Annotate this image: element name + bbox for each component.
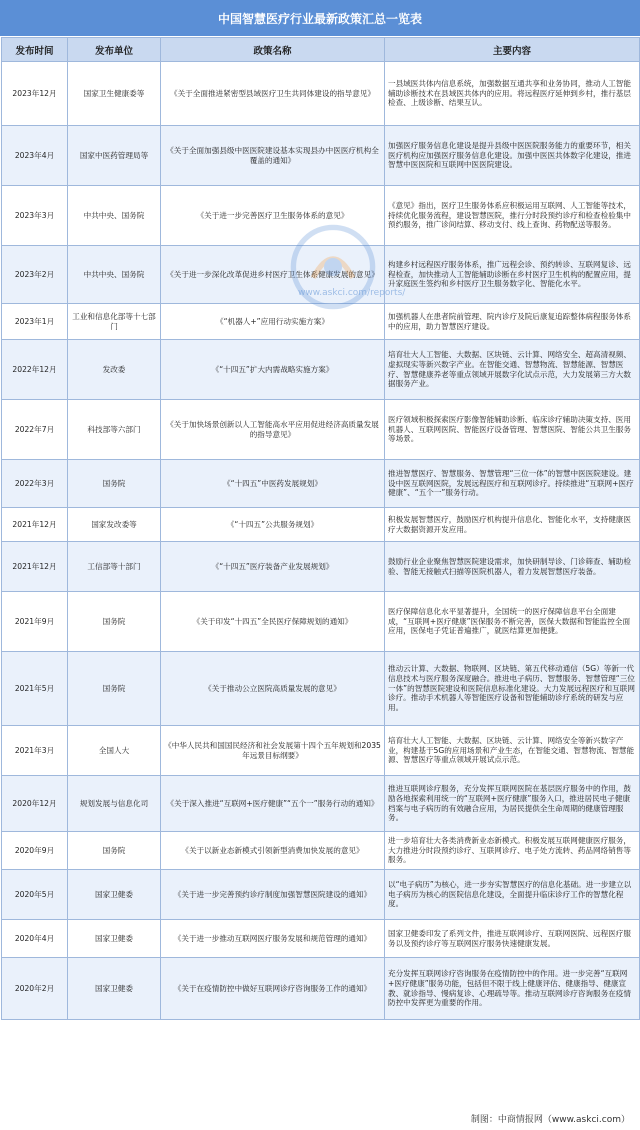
row-policy-name: 《关于以新业态新模式引领新型消费加快发展的意见》 — [161, 832, 385, 870]
header-content: 主要内容 — [385, 38, 640, 62]
row-unit: 全国人大 — [68, 726, 161, 776]
row-unit: 国务院 — [68, 592, 161, 652]
row-date: 2023年1月 — [2, 304, 68, 340]
table-row — [2, 870, 640, 920]
row-date: 2020年9月 — [2, 832, 68, 870]
row-date: 2022年3月 — [2, 460, 68, 508]
table-row — [2, 592, 640, 652]
table-header-row — [2, 38, 640, 62]
row-policy-name: 《关于加快场景创新以人工智能高水平应用促进经济高质量发展的指导意见》 — [161, 400, 385, 460]
row-date: 2021年3月 — [2, 726, 68, 776]
table-row — [2, 400, 640, 460]
row-policy-name: 《中华人民共和国国民经济和社会发展第十四个五年规划和2035年远景目标纲要》 — [161, 726, 385, 776]
row-content: 医疗保障信息化水平显著提升，全国统一的医疗保障信息平台全面建成，“互联网+医疗健康”医保服务不断完善，医保大数据和智能监控全面应用，医保电子凭证普遍推广，就医结算更加便捷。 — [385, 592, 640, 652]
row-policy-name: 《“机器人+”应用行动实施方案》 — [161, 304, 385, 340]
row-date: 2023年3月 — [2, 186, 68, 246]
table-row — [2, 776, 640, 832]
row-policy-name: 《关于进一步完善医疗卫生服务体系的意见》 — [161, 186, 385, 246]
row-date: 2023年2月 — [2, 246, 68, 304]
row-content: 培育壮大人工智能、大数据、区块链、云计算、网络安全等新兴数字产业，构建基于5G的应用场景和产业生态，在智能交通、智慧物流、智慧能源、智慧医疗等重点领域开展试点示范。 — [385, 726, 640, 776]
row-unit: 国家卫健委 — [68, 958, 161, 1020]
row-date: 2020年12月 — [2, 776, 68, 832]
row-date: 2023年12月 — [2, 62, 68, 126]
table-row — [2, 246, 640, 304]
row-policy-name: 《“十四五”医疗装备产业发展规划》 — [161, 542, 385, 592]
row-date: 2021年9月 — [2, 592, 68, 652]
row-date: 2021年5月 — [2, 652, 68, 726]
table-row — [2, 832, 640, 870]
row-unit: 科技部等六部门 — [68, 400, 161, 460]
table-row — [2, 542, 640, 592]
row-content: 培育壮大人工智能、大数据、区块链、云计算、网络安全、超高清视频、虚拟现实等新兴数字产业。在智能交通、智慧物流、智慧能源、智慧医疗、智慧健康养老等重点领域开展数字化试点示范，大力发展第三方大数据服务产业。 — [385, 340, 640, 400]
table-title: 中国智慧医疗行业最新政策汇总一览表 — [0, 0, 640, 36]
row-unit: 中共中央、国务院 — [68, 246, 161, 304]
row-unit: 国务院 — [68, 652, 161, 726]
row-date: 2020年5月 — [2, 870, 68, 920]
header-unit: 发布单位 — [68, 38, 161, 62]
row-unit: 国家中医药管理局等 — [68, 126, 161, 186]
table-body — [2, 62, 640, 1020]
header-name: 政策名称 — [161, 38, 385, 62]
row-date: 2022年7月 — [2, 400, 68, 460]
row-content: 鼓励行业企业聚焦智慧医院建设需求，加快研制导诊、门诊筛查、辅助检验、智能无接触式扫描等医院机器人，着力发展智慧医疗装备。 — [385, 542, 640, 592]
row-content: 医疗领域积极探索医疗影像智能辅助诊断、临床诊疗辅助决策支持、医用机器人、互联网医院、智能医疗设备管理、智慧医院、智能公共卫生服务等场景。 — [385, 400, 640, 460]
row-policy-name: 《关于全面加强县级中医医院建设基本实现县办中医医疗机构全覆盖的通知》 — [161, 126, 385, 186]
table-row — [2, 340, 640, 400]
table-row — [2, 652, 640, 726]
row-unit: 中共中央、国务院 — [68, 186, 161, 246]
row-policy-name: 《“十四五”中医药发展规划》 — [161, 460, 385, 508]
row-unit: 发改委 — [68, 340, 161, 400]
row-content: 充分发挥互联网诊疗咨询服务在疫情防控中的作用。进一步完善“互联网+医疗健康”服务功能，包括但不限于线上健康评估、健康指导、健康宣教、就诊指导、慢病复诊、心理疏导等。推动互联网诊疗咨询服务在疫情防控中发挥更为重要的作用。 — [385, 958, 640, 1020]
row-policy-name: 《关于进一步推动互联网医疗服务发展和规范管理的通知》 — [161, 920, 385, 958]
row-content: 加强机器人在患者院前管理、院内诊疗及院后康复追踪整体病程服务体系中的应用，助力智慧医疗建设。 — [385, 304, 640, 340]
row-policy-name: 《关于印发“十四五”全民医疗保障规划的通知》 — [161, 592, 385, 652]
table-row — [2, 186, 640, 246]
row-content: 构建乡村远程医疗服务体系，推广远程会诊、预约转诊、互联网复诊、远程检查，加快推动人工智能辅助诊断在乡村医疗卫生机构的配置应用，提升家庭医生签约和乡村医疗卫生服务数字化、智能化水平。 — [385, 246, 640, 304]
table-row — [2, 958, 640, 1020]
table-row — [2, 304, 640, 340]
row-unit: 国务院 — [68, 460, 161, 508]
table-row — [2, 62, 640, 126]
row-policy-name: 《关于进一步完善预约诊疗制度加强智慧医院建设的通知》 — [161, 870, 385, 920]
row-date: 2021年12月 — [2, 508, 68, 542]
row-date: 2020年4月 — [2, 920, 68, 958]
table-row — [2, 508, 640, 542]
row-unit: 国家发改委等 — [68, 508, 161, 542]
row-date: 2020年2月 — [2, 958, 68, 1020]
row-content: 加强医疗服务信息化建设是提升县级中医医院服务能力的重要环节，相关医疗机构应加强医疗服务信息化建设。加强中医医共体数字化建设，推进智慧中医医院和互联网中医医院建设。 — [385, 126, 640, 186]
row-content: 进一步培育壮大各类消费新业态新模式。积极发展互联网健康医疗服务，大力推进分时段预约诊疗、互联网诊疗、电子处方流转、药品网络销售等服务。 — [385, 832, 640, 870]
table-row — [2, 460, 640, 508]
row-policy-name: 《关于在疫情防控中做好互联网诊疗咨询服务工作的通知》 — [161, 958, 385, 1020]
row-date: 2023年4月 — [2, 126, 68, 186]
table-row — [2, 726, 640, 776]
policy-table — [1, 37, 640, 1020]
row-unit: 国务院 — [68, 832, 161, 870]
row-content: 积极发展智慧医疗，鼓励医疗机构提升信息化、智能化水平，支持健康医疗大数据资源开发应用。 — [385, 508, 640, 542]
row-unit: 工信部等十部门 — [68, 542, 161, 592]
row-content: 推动云计算、大数据、物联网、区块链、第五代移动通信（5G）等新一代信息技术与医疗服务深度融合。推进电子病历、智慧服务、智慧管理“三位一体”的智慧医院建设和医院信息标准化建设。大力发展远程医疗和互联网诊疗。推动手术机器人等智能医疗设备和智能辅助诊疗系统的研发与应用。 — [385, 652, 640, 726]
row-unit: 规划发展与信息化司 — [68, 776, 161, 832]
row-content: 国家卫健委印发了系列文件，推进互联网诊疗、互联网医院、远程医疗服务以及预约诊疗等互联网医疗服务快速健康发展。 — [385, 920, 640, 958]
row-date: 2022年12月 — [2, 340, 68, 400]
row-content: 一县域医共体内信息系统，加强数据互通共享和业务协同，推动人工智能辅助诊断技术在县域医共体内的应用。将远程医疗延伸到乡村，推行基层检查、上级诊断、结果互认。 — [385, 62, 640, 126]
table-row — [2, 920, 640, 958]
row-policy-name: 《关于进一步深化改革促进乡村医疗卫生体系健康发展的意见》 — [161, 246, 385, 304]
row-policy-name: 《关于推动公立医院高质量发展的意见》 — [161, 652, 385, 726]
row-unit: 工业和信息化部等十七部门 — [68, 304, 161, 340]
row-unit: 国家卫生健康委等 — [68, 62, 161, 126]
row-unit: 国家卫健委 — [68, 870, 161, 920]
row-content: 推进智慧医疗、智慧服务、智慧管理“三位一体”的智慧中医医院建设。建设中医互联网医院，发展远程医疗和互联网诊疗。持续推进“互联网+医疗健康”、“五个一”服务行动。 — [385, 460, 640, 508]
row-content: 推进互联网诊疗服务，充分发挥互联网医院在基层医疗服务中的作用，鼓励各地探索利用统一的“互联网+医疗健康”服务入口，推进居民电子健康档案与电子病历的有效融合应用，为居民提供全生命周期的健康管理服务。 — [385, 776, 640, 832]
header-date: 发布时间 — [2, 38, 68, 62]
row-policy-name: 《关于深入推进“互联网+医疗健康”“五个一”服务行动的通知》 — [161, 776, 385, 832]
row-content: 《意见》指出，医疗卫生服务体系应积极运用互联网、人工智能等技术，持续优化服务流程，建设智慧医院，推行分时段预约诊疗和检查检验集中预约服务，推广诊间结算、移动支付、线上查询、药物配送等服务。 — [385, 186, 640, 246]
watermark-url: www.askci.com/reports/ — [298, 288, 406, 298]
row-policy-name: 《“十四五”公共服务规划》 — [161, 508, 385, 542]
source-footer: 制图：中商情报网（www.askci.com） — [470, 1115, 630, 1125]
row-date: 2021年12月 — [2, 542, 68, 592]
row-policy-name: 《关于全面推进紧密型县域医疗卫生共同体建设的指导意见》 — [161, 62, 385, 126]
row-policy-name: 《“十四五”扩大内需战略实施方案》 — [161, 340, 385, 400]
row-content: 以“电子病历”为核心，进一步夯实智慧医疗的信息化基础。进一步建立以电子病历为核心的医院信息化建设，全面提升临床诊疗工作的智慧化程度。 — [385, 870, 640, 920]
row-unit: 国家卫健委 — [68, 920, 161, 958]
table-row — [2, 126, 640, 186]
